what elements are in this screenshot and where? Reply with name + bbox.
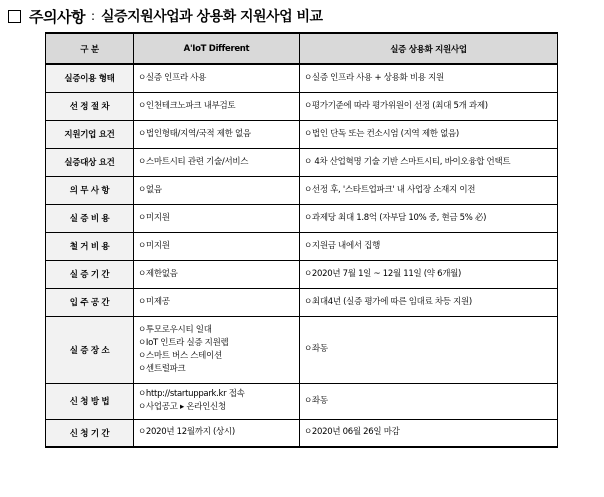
cell-aiot-different <box>134 316 300 383</box>
table-row <box>46 120 558 148</box>
cell-commercialization <box>300 120 558 148</box>
cell-line: ㅇ과제당 최대 1.8억 (자부담 10% 중, 현금 5% 必) <box>304 212 487 223</box>
table-row <box>46 148 558 176</box>
row-label: 의 무 사 항 <box>46 176 134 204</box>
cell-line: ㅇ스마트 버스 스테이션 <box>138 350 222 361</box>
cell-aiot-different <box>134 92 300 120</box>
table-row <box>46 419 558 447</box>
header-category: 구 분 <box>46 33 134 64</box>
cell-line: ㅇ실증 인프라 사용 + 상용화 비용 지원 <box>304 72 444 83</box>
cell-aiot-different <box>134 148 300 176</box>
cell-aiot-different <box>134 383 300 419</box>
cell-line: ㅇ지원금 내에서 집행 <box>304 240 381 251</box>
cell-aiot-different <box>134 288 300 316</box>
table-row <box>46 288 558 316</box>
cell-line: ㅇ법인형태/지역/국적 제한 없음 <box>138 128 251 139</box>
cell-commercialization <box>300 232 558 260</box>
cell-line: ㅇ평가기준에 따라 평가위원이 선정 (최대 5개 과제) <box>304 100 488 111</box>
table-row <box>46 176 558 204</box>
cell-commercialization <box>300 419 558 447</box>
cell-line: ㅇ2020년 06월 26일 마감 <box>304 427 400 438</box>
title-main: 주의사항 <box>29 7 85 26</box>
table-row <box>46 204 558 232</box>
cell-commercialization <box>300 316 558 383</box>
cell-line: ㅇ좌동 <box>304 344 328 354</box>
cell-line: ㅇ 4차 산업혁명 기술 기반 스마트시티, 바이오융합 언택트 <box>304 156 511 167</box>
row-label: 입 주 공 간 <box>46 288 134 316</box>
table-row <box>46 64 558 92</box>
title-colon: : <box>90 9 96 23</box>
cell-line: ㅇ미제공 <box>138 296 170 307</box>
row-label: 실 증 장 소 <box>46 316 134 383</box>
cell-aiot-different <box>134 232 300 260</box>
row-label: 철 거 비 용 <box>46 232 134 260</box>
row-label: 선 정 절 차 <box>46 92 134 120</box>
cell-commercialization <box>300 260 558 288</box>
table-row <box>46 383 558 419</box>
cell-line: ㅇhttp://startuppark.kr 접속 <box>138 389 245 399</box>
title-subtitle: 실증지원사업과 상용화 지원사업 비교 <box>101 9 323 25</box>
row-label: 실 증 비 용 <box>46 204 134 232</box>
cell-commercialization <box>300 64 558 92</box>
row-label: 실 증 기 간 <box>46 260 134 288</box>
cell-commercialization <box>300 92 558 120</box>
cell-line: ㅇ2020년 7월 1일 ~ 12월 11일 (약 6개월) <box>304 268 462 279</box>
table-row <box>46 92 558 120</box>
cell-aiot-different <box>134 260 300 288</box>
row-label: 신 청 방 법 <box>46 383 134 419</box>
cell-line: ㅇ미지원 <box>138 240 170 251</box>
cell-line: ㅇ투모로우시티 일대 <box>138 324 212 335</box>
cell-line: ㅇ선정 후, '스타트업파크' 내 사업장 소재지 이전 <box>304 184 476 195</box>
cell-commercialization <box>300 176 558 204</box>
cell-line: ㅇ미지원 <box>138 212 170 223</box>
cell-line: ㅇ법인 단독 또는 컨소시엄 (지역 제한 없음) <box>304 128 459 139</box>
cell-line: ㅇ최대4년 (실증 평가에 따른 임대료 차등 지원) <box>304 296 472 307</box>
row-label: 지원기업 요건 <box>46 120 134 148</box>
cell-aiot-different <box>134 64 300 92</box>
cell-line: ㅇ제한없음 <box>138 268 178 279</box>
cell-line: ㅇ스마트시티 관련 기술/서비스 <box>138 156 249 167</box>
cell-commercialization <box>300 148 558 176</box>
cell-commercialization <box>300 288 558 316</box>
table-row <box>46 260 558 288</box>
table-header-row <box>46 33 558 64</box>
row-label: 신 청 기 간 <box>46 419 134 447</box>
checkbox-square-icon <box>8 10 21 23</box>
cell-aiot-different <box>134 120 300 148</box>
cell-line: ㅇ좌동 <box>304 395 328 406</box>
cell-line: ㅇ사업공고 ▸ 온라인신청 <box>138 402 226 412</box>
cell-line: ㅇIoT 인트라 실증 지원렙 <box>138 337 229 348</box>
cell-line: ㅇ실증 인프라 사용 <box>138 72 207 83</box>
row-label: 실증이용 형태 <box>46 64 134 92</box>
cell-commercialization <box>300 383 558 419</box>
document-title <box>8 4 323 28</box>
cell-line: ㅇ없음 <box>138 184 162 195</box>
cell-line: ㅇ센트럴파크 <box>138 363 186 374</box>
table-row <box>46 316 558 383</box>
cell-line: ㅇ인천테크노파크 내부검토 <box>138 100 236 111</box>
cell-aiot-different <box>134 176 300 204</box>
comparison-table <box>45 32 558 448</box>
cell-aiot-different <box>134 419 300 447</box>
cell-commercialization <box>300 204 558 232</box>
cell-aiot-different <box>134 204 300 232</box>
row-label: 실증대상 요건 <box>46 148 134 176</box>
header-commercialization: 실증 상용화 지원사업 <box>300 33 558 64</box>
cell-line: ㅇ2020년 12월까지 (상시) <box>138 427 235 438</box>
table-row <box>46 232 558 260</box>
header-aiot-different: A'IoT Different <box>134 33 300 64</box>
